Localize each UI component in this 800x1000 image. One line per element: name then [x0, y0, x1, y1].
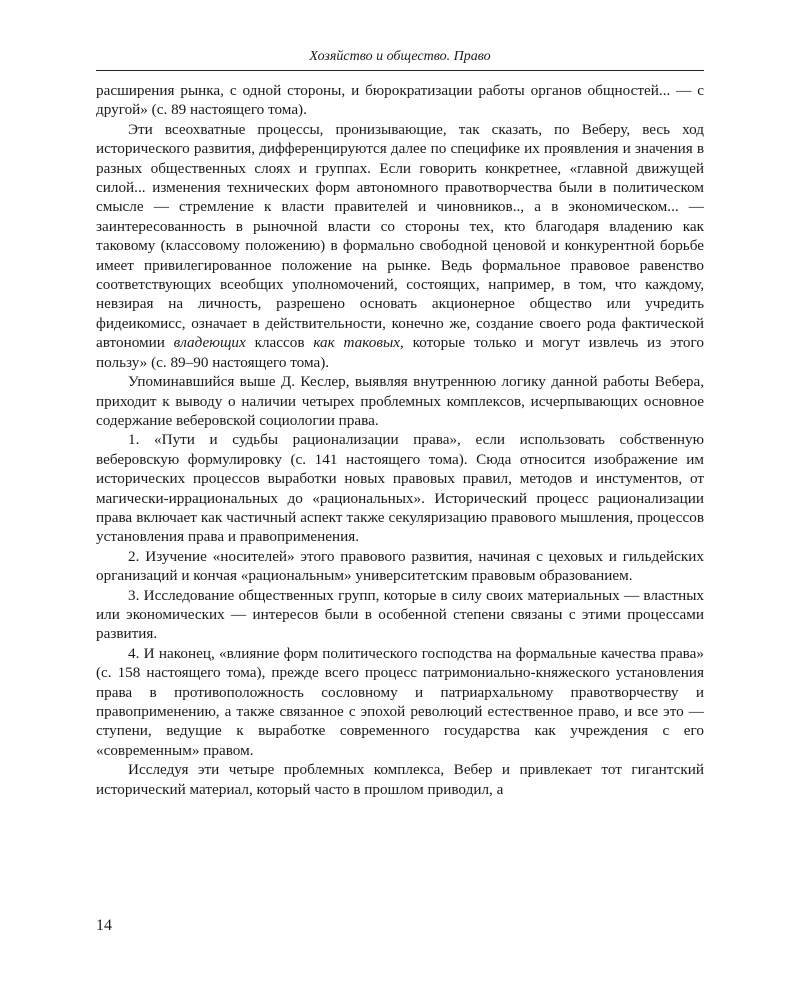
paragraph-item-1: 1. «Пути и судьбы рационализации права», если использовать собственную веберовскую формулировку (с. 141 настоящего тома). Сюда относится изображение им исторических процессов выработки новых правовых правил, методов и инстументов, от магически-иррациональных до «рациональных». Исторический процесс рационализации права включает как частичный аспект также секуляризацию правового мышления, процессов установления права и правоприменения.: [96, 431, 704, 546]
paragraph-continuation: расширения рынка, с одной стороны, и бюрократизации работы органов общностей... — с другой» (с. 89 настоящего тома).: [96, 82, 704, 119]
paragraph-text: , которые только и могут извлечь из этого пользу» (с. 89–90 настоящего тома).: [96, 334, 704, 371]
paragraph-text: Эти всеохватные процессы, пронизывающие, так сказать, по Веберу, весь ход исторического развития, дифференцируются далее по специфике их проявления и значения в разных общественных слоях и группах. Если говорить конкретнее, «главной движущей силой... изменения технических форм автономного правотворчества были в политическом смысле — стремление к власти правителей и чиновников.., а в экономическом... — заинтересованность в рыночной власти со стороны тех, кто благодаря владению как таковому (классовому положению) в формально свободной ценовой и конкурентной борьбе имеет привилегированное положение на рынке. Ведь формальное правовое равенство соответствующих всеобщих уполномочений, состоящих, например, в том, что каждому, невзирая на личность, разрешено основать акционерное общество или учредить фидеикомисс, означает в действительности, конечно же, создание своего рода фактической автономии: [96, 120, 704, 352]
paragraph-text: классов: [245, 334, 314, 352]
book-page: [96, 40, 704, 799]
paragraph-closing: Исследуя эти четыре проблемных комплекса, Вебер и привлекает тот гигантский исторический материал, который часто в прошлом приводил, а: [96, 761, 704, 798]
paragraph-kesler: Упоминавшийся выше Д. Кеслер, выявляя внутреннюю логику данной работы Вебера, приходит к выводу о наличии четырех проблемных комплексов, исчерпывающих основное содержание веберовской социологии права.: [96, 373, 704, 429]
emphasis-owning: владеющих: [173, 334, 246, 352]
paragraph-processes: [96, 120, 704, 372]
main-text: [96, 81, 704, 799]
emphasis-as-such: как таковых: [313, 334, 401, 352]
page-number: 14: [96, 917, 112, 934]
paragraph-item-4: 4. И наконец, «влияние форм политического господства на формальные качества права» (с. 158 настоящего тома), прежде всего процесс патримониально-княжеского установления права в противоположность сословному и патриархальному правотворчеству и правоприменению, а также связанное с эпохой революций естественное право, и все это — ступени, ведущие к выработке современного государства как учреждения с его «современным» правом.: [96, 644, 704, 759]
running-head: Хозяйство и общество. Право: [96, 40, 704, 71]
paragraph-item-3: 3. Исследование общественных групп, которые в силу своих материальных — властных или экономических — интересов были в особенной степени связаны с этими процессами развития.: [96, 586, 704, 643]
paragraph-item-2: 2. Изучение «носителей» этого правового развития, начиная с цеховых и гильдейских организаций и кончая «рациональным» университетским правовым образованием.: [96, 547, 704, 585]
